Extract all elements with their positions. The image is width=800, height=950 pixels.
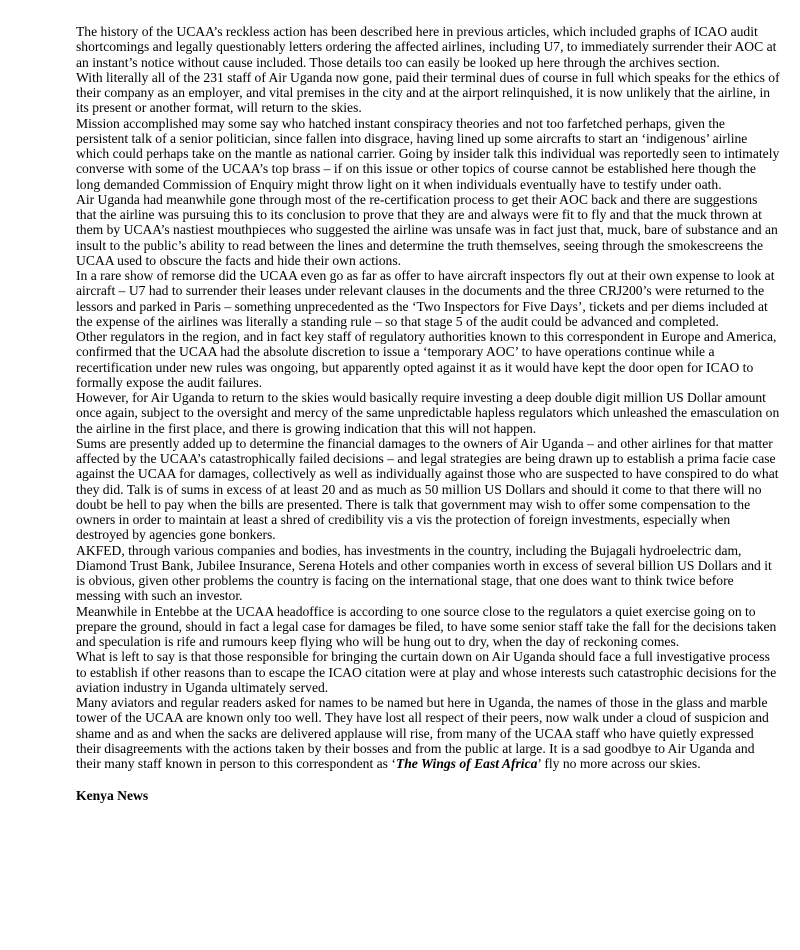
paragraph-akfed: AKFED, through various companies and bodies, has investments in the country, including the Bujagali hydroelectric dam, Diamond Trust Bank, Jubilee Insurance, Serena Hotels and other companies worth in excess of several billion US Dollars and it is obvious, given other problems the country is facing on the international stage, that one does want to think twice before messing with such an investor.	[76, 542, 772, 604]
article-body	[76, 24, 780, 771]
paragraph-return-to-skies: However, for Air Uganda to return to the skies would basically require investing a deep double digit million US Dollar amount once again, subject to the oversight and mercy of the same unpredictable hapless regulators which unleashed the emasculation on the airline in the first place, and there is growing indication that this will not happen.	[76, 390, 780, 436]
paragraph-other-regulators: Other regulators in the region, and in fact key staff of regulatory authorities known to this correspondent in Europe and America, confirmed that the UCAA had the absolute discretion to issue a ‘temporary AOC’ to have operations continue while a recertification under new rules was ongoing, but apparently opted against it as it would have kept the door open for ICAO to formally expose the audit failures.	[76, 329, 777, 390]
closing-text-before: Many aviators and regular readers asked for names to be named but here in Uganda, the names of those in the glass and marble tower of the UCAA are known only too well. They have lost all respect of their peers, now walk under a cloud of suspicion and shame and as and when the sacks are delivered applause will rise, from many of the UCAA staff who have quietly expressed their disagreements with the actions taken by their bosses and from the public at large. It is a sad goodbye to Air Uganda and their many staff known in person to this correspondent as ‘	[76, 695, 769, 771]
section-heading-kenya-news: Kenya News	[76, 788, 149, 804]
paragraph-remorse: In a rare show of remorse did the UCAA even go as far as offer to have aircraft inspectors fly out at their own expense to look at aircraft – U7 had to surrender their leases under relevant clauses in the documents and the three CRJ200’s were returned to the lessors and parked in Paris – something unprecedented as the ‘Two Inspectors for Five Days’, tickets and per diems included at the expense of the airlines was literally a standing rule – so that stage 5 of the audit could be advanced and completed.	[76, 268, 775, 329]
paragraph-entebbe-headoffice: Meanwhile in Entebbe at the UCAA headoffice is according to one source close to the regulators a quiet exercise going on to prepare the ground, should in fact a legal case for damages be filed, to have some senior staff take the fall for the decisions taken and speculation is rife and rumours keep flying who will be hung out to dry, when the day of reckoning comes.	[76, 603, 777, 649]
paragraph-recertification: Air Uganda had meanwhile gone through most of the re-certification process to get their AOC back and there are suggestions that the airline was pursuing this to its conclusion to prove that they are and always were fit to fly and that the muck thrown at them by UCAA’s nastiest mouthpieces who suggested the airline was unsafe was in fact just that, muck, bare of substance and an insult to the public’s ability to read between the lines and determine the truth themselves, seeing through the smokescreens the UCAA used to obscure the facts and hide their own actions.	[76, 191, 778, 268]
closing-emphasis: The Wings of East Africa	[395, 756, 538, 771]
paragraph-mission-accomplished: Mission accomplished may some say who hatched instant conspiracy theories and not too farfetched perhaps, given the persistent talk of a senior politician, since fallen into disgrace, having lined up some aircrafts to start an ‘indigenous’ airline which could perhaps take on the mantle as national carrier. Going by insider talk this individual was reportedly seen to intimately converse with some of the UCAA’s top brass – if on this issue or other topics of course cannot be established here though the long demanded Commission of Enquiry might throw light on it when individuals eventually have to testify under oath.	[76, 115, 780, 192]
paragraph-ucaa-history: The history of the UCAA’s reckless action has been described here in previous articles, which included graphs of ICAO audit shortcomings and legally questionably letters ordering the affected airlines, including U7, to immediately surrender their AOC at an instant’s notice without cause included. Those details too can easily be looked up here through the archives section.	[76, 24, 777, 70]
paragraph-staff-gone: With literally all of the 231 staff of Air Uganda now gone, paid their terminal dues of course in full which speaks for the ethics of their company as an employer, and vital premises in the city and at the airport relinquished, it is now unlikely that the airline, in its present or another format, will return to the skies.	[76, 69, 780, 116]
closing-text-after: ’ fly no more across our skies.	[537, 756, 701, 771]
paragraph-closing	[76, 695, 780, 771]
paragraph-investigative-process: What is left to say is that those responsible for bringing the curtain down on Air Uganda should face a full investigative process to establish if other reasons than to escape the ICAO citation were at play and whose interests such catastrophic decisions for the aviation industry in Uganda ultimately served.	[76, 649, 777, 695]
paragraph-financial-damages: Sums are presently added up to determine the financial damages to the owners of Air Uganda – and other airlines for that matter affected by the UCAA’s catastrophically failed decisions – and legal strategies are being drawn up to establish a prima facie case against the UCAA for damages, collectively as well as individually against those who are suspected to have conspired to do what they did. Talk is of sums in excess of at least 20 and as much as 50 million US Dollars and should it come to that there will no doubt be hell to pay when the bills are presented. There is talk that government may wish to offer some compensation to the owners in order to maintain at least a shred of credibility vis a vis the protection of foreign investments, especially when destroyed by agencies gone bonkers.	[76, 435, 779, 543]
